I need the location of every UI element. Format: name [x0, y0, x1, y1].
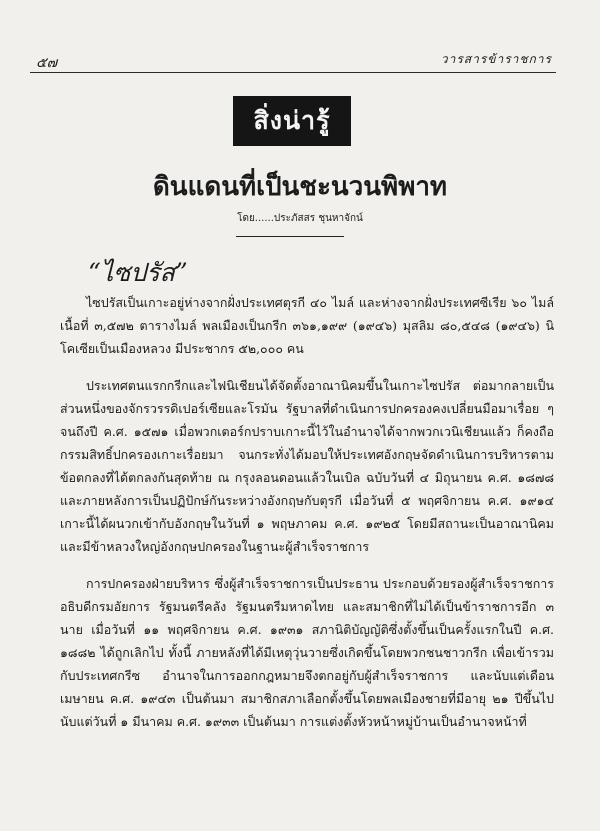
section-heading: “ไซปรัส” — [88, 258, 188, 287]
journal-name: วารสารข้าราชการ — [440, 52, 552, 66]
paragraph: การปกครองฝ่ายบริหาร ซึ่งผู้สำเร็จราชการเป็นประธาน ประกอบด้วยรองผู้สำเร็จราชการ อธิบดีกรมอัยการ รัฐมนตรีคลัง รัฐมนตรีมหาดไทย และสมาชิกที่ไม่ได้เป็นข้าราชการอีก ๓ นาย เมื่อวันที่ ๑๑ พฤศจิกายน ค.ศ. ๑๙๓๑ สภานิติบัญญัติซึ่งตั้งขึ้นเป็นครั้งแรกในปี ค.ศ. ๑๘๘๒ ได้ถูกเลิกไป ทั้งนี้ ภายหลังที่ได้มีเหตุวุ่นวายซึ่งเกิดขึ้นโดยพวกชนชาวกรีก เพื่อเข้ารวมกับประเทศกรีซ อำนาจในการออกกฎหมายจึงตกอยู่กับผู้สำเร็จราชการ และนับแต่เดือนเมษายน ค.ศ. ๑๙๔๓ เป็นต้นมา สมาชิกสภาเลือกตั้งขึ้นโดยพลเมืองชายที่มีอายุ ๒๑ ปีขึ้นไป นับแต่วันที่ ๑ มีนาคม ค.ศ. ๑๙๓๓ เป็นต้นมา การแต่งตั้งหัวหน้าหมู่บ้านเป็นอำนาจหน้าที่ — [60, 576, 554, 729]
article-body — [60, 291, 554, 747]
title-underline — [236, 236, 344, 237]
page-number: ๕๗ — [36, 55, 58, 71]
byline: โดย......ประภัสสร ชุนหาจักน์ — [237, 213, 363, 224]
paragraph: ประเทศตนแรกกรีกและไฟนิเชียนได้จัดตั้งอาณานิคมขึ้นในเกาะไซปรัส ต่อมากลายเป็นส่วนหนึ่งของจักรวรรดิเปอร์เซียและโรมัน รัฐบาลที่ดำเนินการปกครองคงเปลี่ยนมือมาเรื่อย ๆ จนถึงปี ค.ศ. ๑๕๗๑ เมื่อพวกเตอร์กปราบเกาะนี้ไว้ในอำนาจได้จากพวกเวนิเชียนแล้ว ก็คงถือกรรมสิทธิ์ปกครองเกาะเรื่อยมา จนกระทั่งได้มอบให้ประเทศอังกฤษจัดดำเนินการบริหารตามข้อตกลงที่ได้ตกลงกันสุดท้าย ณ กรุงลอนดอนแล้วในเบิล ฉบับวันที่ ๔ มิถุนายน ค.ศ. ๑๘๗๘ และภายหลังการเป็นปฏิปักษ์กันระหว่างอังกฤษกับตุรกี เมื่อวันที่ ๕ พฤศจิกายน ค.ศ. ๑๙๑๔ เกาะนี้ได้ผนวกเข้ากับอังกฤษในวันที่ ๑ พฤษภาคม ค.ศ. ๑๙๒๕ โดยมีสถานะเป็นอาณานิคม และมีข้าหลวงใหญ่อังกฤษปกครองในฐานะผู้สำเร็จราชการ — [60, 378, 554, 554]
article-title: ดินแดนที่เป็นชะนวนพิพาท — [152, 172, 448, 202]
header-rule — [30, 72, 556, 73]
category-label: สิ่งน่ารู้ — [233, 96, 351, 146]
paragraph: ไซปรัสเป็นเกาะอยู่ห่างจากฝั่งประเทศตุรกี ๔๐ ไมล์ และห่างจากฝั่งประเทศซีเรีย ๖๐ ไมล์ เนื้อที่ ๓,๕๗๒ ตารางไมล์ พลเมืองเป็นกรีก ๓๖๑,๑๙๙ (๑๙๔๖) มุสลิม ๘๐,๕๔๘ (๑๙๔๖) นิโคเซียเป็นเมืองหลวง มีประชากร ๕๒,๐๐๐ คน — [60, 295, 554, 356]
